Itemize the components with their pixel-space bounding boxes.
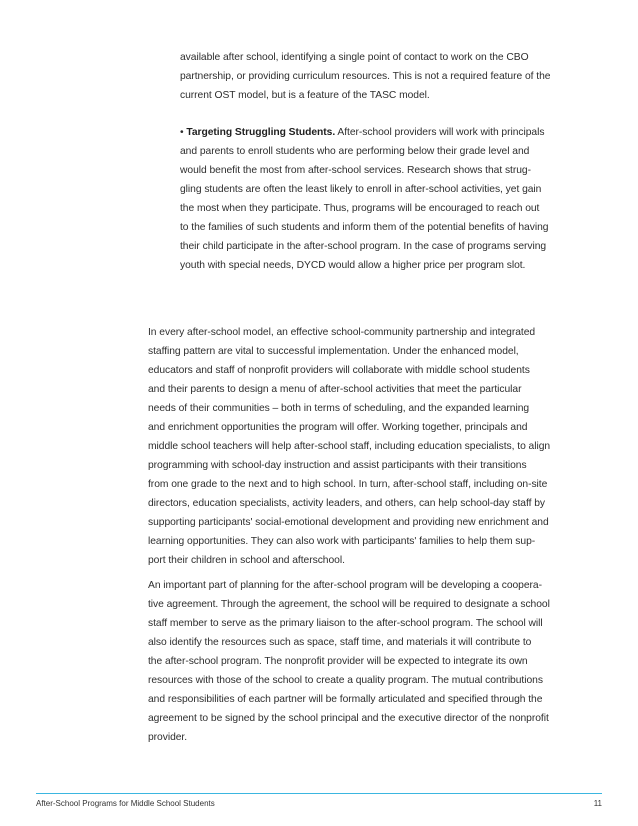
text-line: available after school, identifying a single point of contact to work on the CBO <box>180 52 529 63</box>
text-line: the after-school program. The nonprofit provider will be expected to integrate its own <box>148 656 528 667</box>
bullet-title: Targeting Struggling Students. <box>186 127 336 138</box>
text-line: learning opportunities. They can also work with participants' families to help them sup- <box>148 536 536 547</box>
text-line: educators and staff of nonprofit providers will collaborate with middle school students <box>148 365 530 376</box>
footer-divider <box>36 793 602 794</box>
text-line: provider. <box>148 732 188 743</box>
text-line: and their parents to design a menu of after-school activities that meet the particular <box>148 384 522 395</box>
text-line: staffing pattern are vital to successful implementation. Under the enhanced model, <box>148 346 519 357</box>
text-line: to the families of such students and inform them of the potential benefits of having <box>180 222 549 233</box>
bullet-first-line <box>180 123 602 142</box>
text-line: partnership, or providing curriculum resources. This is not a required feature of the <box>180 71 551 82</box>
text-line: needs of their communities – both in terms of scheduling, and the expanded learning <box>148 403 530 414</box>
text-line: current OST model, but is a feature of the TASC model. <box>180 90 430 101</box>
text-line: middle school teachers will help after-school staff, including education specialists, to align <box>148 441 551 452</box>
text-line: also identify the resources such as space, staff time, and materials it will contribute to <box>148 637 532 648</box>
text-line: the most when they participate. Thus, programs will be encouraged to reach out <box>180 203 540 214</box>
text-line: programming with school-day instruction and assist participants with their transitions <box>148 460 527 471</box>
text-line: supporting participants' social-emotional development and providing new enrichment and <box>148 517 549 528</box>
text-line: and parents to enroll students who are performing below their grade level and <box>180 146 530 157</box>
text-line: gling students are often the least likely to enroll in after-school activities, yet gain <box>180 184 542 195</box>
page-number: 11 <box>593 799 602 808</box>
spacer <box>180 105 602 123</box>
text-line: and responsibilities of each partner will be formally articulated and specified through the <box>148 694 543 705</box>
text-line: tive agreement. Through the agreement, the school will be required to designate a school <box>148 599 550 610</box>
continued-bullet-block <box>180 48 602 275</box>
bullet-first-line-rest: After-school providers will work with principals <box>335 127 545 138</box>
bullet-marker: • <box>180 127 187 138</box>
footer-title: After-School Programs for Middle School Students <box>36 799 215 808</box>
paragraph-partnership <box>148 323 604 570</box>
text-line: resources with those of the school to create a quality program. The mutual contributions <box>148 675 543 686</box>
text-line: staff member to serve as the primary liaison to the after-school program. The school will <box>148 618 543 629</box>
text-line: directors, education specialists, activity leaders, and others, can help school-day staff by <box>148 498 545 509</box>
text-line: youth with special needs, DYCD would allow a higher price per program slot. <box>180 260 526 271</box>
text-line: would benefit the most from after-school services. Research shows that strug- <box>180 165 531 176</box>
text-line: agreement to be signed by the school principal and the executive director of the nonprofit <box>148 713 549 724</box>
body-section <box>148 323 604 747</box>
text-line: An important part of planning for the after-school program will be developing a coopera- <box>148 580 542 591</box>
text-line: In every after-school model, an effective school-community partnership and integrated <box>148 327 536 338</box>
text-line: port their children in school and afterschool. <box>148 555 345 566</box>
paragraph-cooperative-agreement <box>148 576 604 747</box>
text-line: from one grade to the next and to high school. In turn, after-school staff, including on-site <box>148 479 548 490</box>
text-line: their child participate in the after-school program. In the case of programs serving <box>180 241 547 252</box>
text-line: and enrichment opportunities the program will offer. Working together, principals and <box>148 422 528 433</box>
